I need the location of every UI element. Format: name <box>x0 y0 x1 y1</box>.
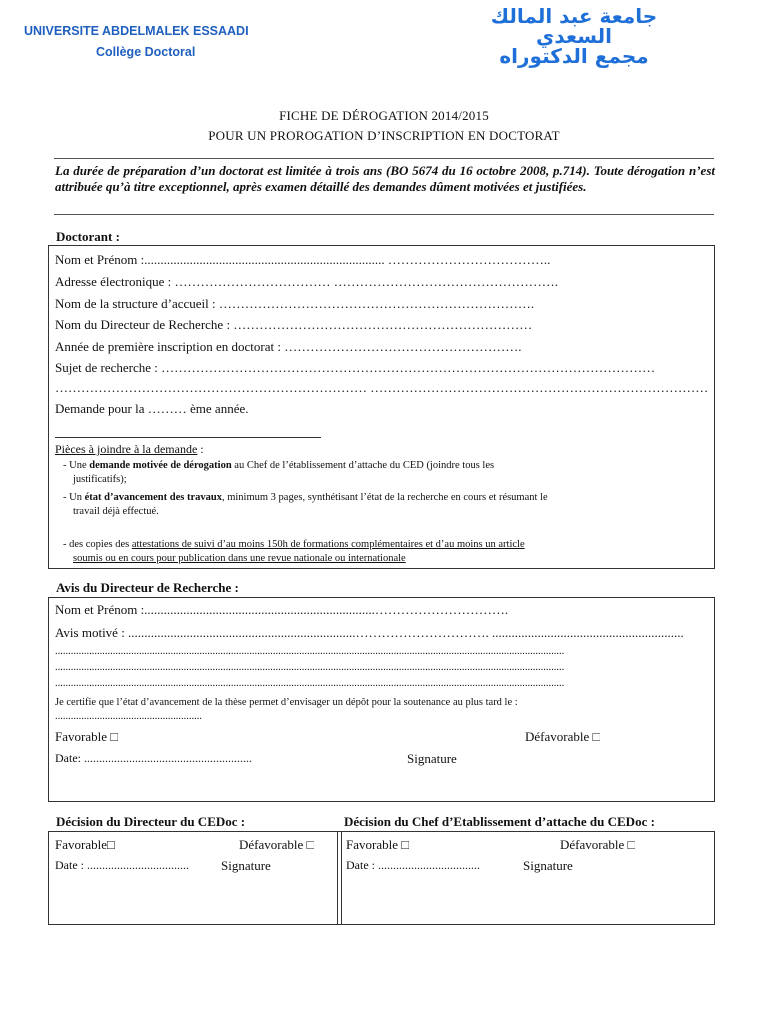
chef-favorable-checkbox[interactable]: Favorable □ <box>346 837 410 852</box>
chef-date-field[interactable]: Date : .................................. <box>346 858 480 872</box>
doctorant-director-field[interactable]: Nom du Directeur de Recherche : …………………………………………………………… <box>55 317 533 332</box>
avis-signature-label: Signature <box>407 751 457 766</box>
avis-motive-line-1[interactable]: .................................................................................................................................................................................................. <box>55 646 565 657</box>
piece-item-1 <box>63 459 683 487</box>
avis-motive-field[interactable]: Avis motivé : ......................................................................…………………………. ........................................................... <box>55 625 684 640</box>
avis-motive-line-3[interactable]: .................................................................................................................................................................................................. <box>55 678 565 689</box>
doctorant-heading: Doctorant : <box>56 229 120 244</box>
college-name: Collège Doctoral <box>96 45 196 59</box>
piece-1-text-cont: justificatifs); <box>73 474 127 485</box>
intro-notice: La durée de préparation d’un doctorat est limitée à trois ans (BO 5674 du 16 octobre 2008, p.714). Toute dérogation n’est attribuée qu’à titre exceptionnel, après examen détaillé des demandes dûment motivées et justifiées. <box>55 163 715 194</box>
doctorant-structure-field[interactable]: Nom de la structure d’accueil : ………………………………………………………………. <box>55 296 535 311</box>
avis-favorable-checkbox[interactable]: Favorable □ <box>55 729 119 744</box>
pieces-heading-text: Pièces à joindre à la demande <box>55 442 198 456</box>
chef-signature-label: Signature <box>523 858 573 873</box>
arabic-university-name <box>444 6 704 66</box>
chef-defavorable-checkbox[interactable]: Défavorable □ <box>560 837 636 852</box>
piece-2-text-cont: travail déjà effectué. <box>73 506 159 517</box>
arabic-line-3: مجمع الدكتوراه <box>499 44 649 68</box>
avis-date-field[interactable]: Date: ........................................................ <box>55 751 252 765</box>
doctorant-subject-field[interactable]: Sujet de recherche : …………………………………………………………………………………………………… <box>55 360 656 375</box>
divider-bottom <box>54 214 714 215</box>
piece-1-bold: demande motivée de dérogation <box>89 460 232 471</box>
doctorant-year-request <box>55 401 710 417</box>
pieces-heading <box>55 442 204 457</box>
divider-top <box>54 158 714 159</box>
piece-1-text: au Chef de l’établissement d’attache du CED (joindre tous les <box>231 460 495 471</box>
arabic-line-2: السعدي <box>536 24 612 48</box>
avis-certify-text: Je certifie que l’état d’avancement de la thèse permet d’envisager un dépôt pour la soutenance au plus tard le : <box>55 697 518 708</box>
decision-chef-heading: Décision du Chef d’Etablissement d’attache du CEDoc : <box>344 814 655 829</box>
piece-item-2 <box>63 491 683 519</box>
doctorant-subject-field-2[interactable]: ……………………………………………………………… …………………………………………………………………… <box>55 380 709 395</box>
doctorant-section <box>48 245 715 569</box>
arabic-line-1: جامعة عبد المالك <box>490 4 658 28</box>
form-title-line-1: FICHE DE DÉROGATION 2014/2015 <box>279 108 489 123</box>
year-request-suffix: ème année. <box>186 401 249 416</box>
avis-heading: Avis du Directeur de Recherche : <box>56 580 239 595</box>
avis-name-field[interactable]: Nom et Prénom :.......................................................................…………………………. <box>55 602 509 617</box>
university-name: UNIVERSITE ABDELMALEK ESSAADI <box>24 24 249 38</box>
piece-2-prefix: - Un <box>63 492 85 503</box>
doctorant-name-field[interactable]: Nom et Prénom :.......................................................................... ……………………………….. <box>55 252 551 267</box>
piece-1-prefix: - Une <box>63 460 90 471</box>
cedoc-date-field[interactable]: Date : .................................. <box>55 858 189 872</box>
avis-defavorable-checkbox[interactable]: Défavorable □ <box>525 729 601 744</box>
year-request-label: Demande pour la <box>55 401 148 416</box>
avis-section <box>48 597 715 802</box>
decision-column-divider <box>337 832 342 924</box>
piece-3-text-cont: soumis ou en cours pour publication dans une revue nationale ou internationale <box>73 553 406 564</box>
avis-motive-line-2[interactable]: .................................................................................................................................................................................................. <box>55 662 565 673</box>
year-request-input[interactable]: ……… <box>147 401 187 416</box>
doctorant-first-year-field[interactable]: Année de première inscription en doctorat : ………………………………………………. <box>55 339 522 354</box>
pieces-separator <box>55 437 321 438</box>
decision-cedoc-heading: Décision du Directeur du CEDoc : <box>56 814 246 829</box>
avis-certify-date-field[interactable]: ........................................................ <box>55 711 202 722</box>
doctorant-email-field[interactable]: Adresse électronique : ……………………………… ……………………………………………. <box>55 274 558 289</box>
piece-3-prefix: - des copies des <box>63 539 132 550</box>
cedoc-favorable-checkbox[interactable]: Favorable□ <box>55 837 115 852</box>
cedoc-signature-label: Signature <box>221 858 271 873</box>
cedoc-defavorable-checkbox[interactable]: Défavorable □ <box>239 837 315 852</box>
decision-section <box>48 831 715 925</box>
piece-3-underlined: attestations de suivi d’au moins 150h de formations complémentaires et d’au moins un article <box>131 539 525 550</box>
piece-2-bold: état d’avancement des travaux <box>84 492 222 503</box>
pieces-heading-colon: : <box>197 442 204 456</box>
form-title-line-2: POUR UN PROROGATION D’INSCRIPTION EN DOCTORAT <box>208 128 560 143</box>
piece-item-3 <box>63 538 683 566</box>
piece-2-text: , minimum 3 pages, synthétisant l’état de la recherche en cours et résumant le <box>221 492 548 503</box>
